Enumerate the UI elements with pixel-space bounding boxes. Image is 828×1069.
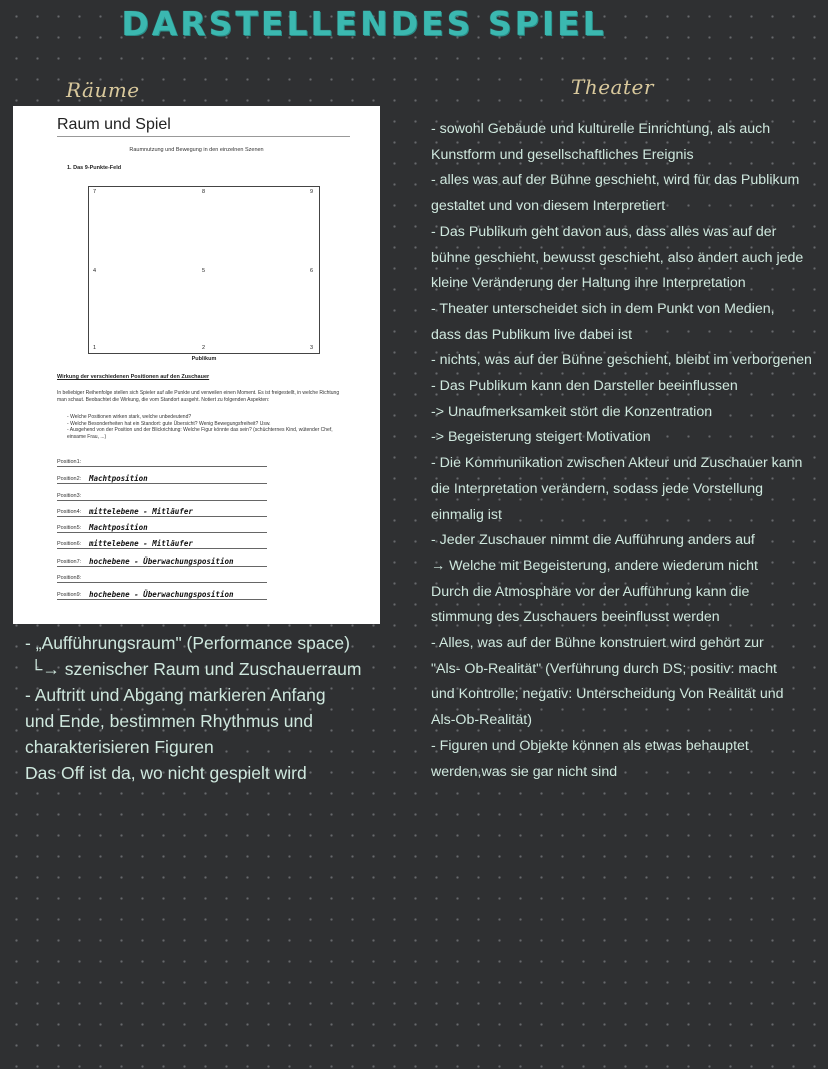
note-line: dass das Publikum live dabei ist: [431, 326, 633, 343]
note-line: - sowohl Gebäude und kulturelle Einrichtung, als auch: [431, 121, 771, 137]
note-line: - Theater unterscheidet sich in dem Punkt von Medien,: [431, 300, 775, 317]
position-label: Position1:: [57, 459, 82, 465]
note-line: - Die Kommunikation zwischen Akteur und Zuschauer kann: [431, 455, 803, 472]
position-row: [57, 472, 267, 484]
worksheet-point-heading: 1. Das 9-Punkte-Feld: [67, 165, 122, 171]
position-value: Machtposition: [89, 523, 148, 532]
note-line: - alles was auf der Bühne geschieht, wird für das Publikum: [431, 172, 800, 189]
grid-number: 5: [202, 268, 206, 274]
aspect-item: - Welche Positionen wirken stark, welche unbedeutend?: [67, 414, 347, 421]
grid-number: 8: [202, 189, 206, 195]
position-label: Position6:: [57, 541, 82, 547]
note-line: Durch die Atmosphäre vor der Aufführung kann die: [431, 583, 750, 600]
grid-number: 1: [93, 345, 97, 351]
note-line: - Das Publikum geht davon aus, dass alles was auf der: [431, 223, 777, 240]
note-line: bühne geschieht, bewusst geschieht, also ändert auch jede: [431, 249, 804, 266]
aspect-item: - Ausgehend von der Position und der Blickrichtung: Welche Figur könnte das sein? (schüchternes Kind, wütender Chef, einsame Frau, ...): [67, 427, 347, 440]
note-line: die Interpretation verändern, sodass jede Vorstellung: [431, 480, 764, 497]
position-label: Position7:: [57, 559, 82, 565]
note-line: "Als- Ob-Realität" (Verführung durch DS; positiv: macht: [431, 660, 777, 677]
note-line: → Welche mit Begeisterung, andere wiederum nicht: [431, 557, 758, 574]
note-line: einmalig ist: [431, 506, 502, 523]
nine-point-field: [88, 186, 320, 354]
theater-notes: [431, 117, 823, 785]
note-line: und Ende, bestimmen Rhythmus und: [25, 711, 313, 731]
note-line: - Auftritt und Abgang markieren Anfang: [25, 685, 326, 705]
position-label: Position5:: [57, 525, 82, 531]
position-value: Machtposition: [89, 474, 148, 483]
position-row: [57, 588, 267, 600]
worksheet-title: Raum und Spiel: [57, 116, 171, 133]
grid-number: 9: [310, 189, 314, 195]
note-line: kleine Veränderung der Haltung ihre Interpretation: [431, 275, 746, 292]
section-heading-theater: Theater: [571, 75, 654, 99]
note-line: - nichts, was auf der Bühne geschieht, bleibt im verborgenen: [431, 352, 812, 369]
position-row: [57, 555, 267, 567]
position-value: hochebene - Überwachungsposition: [89, 557, 234, 566]
position-label: Position3:: [57, 493, 82, 499]
position-label: Position4:: [57, 509, 82, 515]
note-line: und Kontrolle; negativ: Unterscheidung Von Realität und: [431, 686, 784, 703]
worksheet-title-rule: [57, 136, 350, 137]
position-row: [57, 505, 267, 517]
note-line: Kunstform und gesellschaftliches Ereignis: [431, 146, 694, 163]
note-line: └→ szenischer Raum und Zuschauerraum: [30, 659, 362, 679]
note-line: charakterisieren Figuren: [25, 737, 214, 757]
grid-number: 2: [202, 345, 206, 351]
raeume-notes: [25, 630, 362, 786]
worksheet-aspects: [67, 414, 347, 440]
note-line: - Figuren und Objekte können als etwas behauptet: [431, 737, 749, 754]
worksheet-image: [13, 106, 380, 624]
worksheet-intro: In beliebiger Reihenfolge stellen sich Spieler auf alle Punkte und verweilen einen Moment. Es ist freigestellt, in welche Richtung man schaut. Beobachtet die Wirkung, die vom Standort ausgeht. Notiert zu folgenden Aspekten:: [57, 390, 340, 403]
note-line: werden,was sie gar nicht sind: [431, 763, 618, 780]
note-line: gestaltet und von diesem Interpretiert: [431, 198, 666, 215]
note-line: - Jeder Zuschauer nimmt die Aufführung anders auf: [431, 532, 755, 549]
note-line: stimmung des Zuschauers beeinflusst werden: [431, 609, 720, 626]
position-label: Position9:: [57, 592, 82, 598]
position-label: Position2:: [57, 476, 82, 482]
audience-label: Publikum: [191, 356, 217, 362]
grid-number: 3: [310, 345, 314, 351]
position-value: hochebene - Überwachungsposition: [89, 590, 234, 599]
aspect-item: - Welche Besonderheiten hat ein Standort: gute Übersicht? Wenig Bewegungsfreiheit? Usw.: [67, 421, 347, 428]
position-row: [57, 489, 267, 501]
position-row: [57, 455, 267, 467]
position-row: [57, 537, 267, 549]
note-line: - Alles, was auf der Bühne konstruiert wird gehört zur: [431, 635, 764, 652]
position-row: [57, 521, 267, 533]
note-line: -> Unaufmerksamkeit stört die Konzentration: [431, 403, 713, 420]
note-line: Das Off ist da, wo nicht gespielt wird: [25, 763, 307, 783]
section-heading-raeume: Räume: [66, 78, 140, 102]
page-title: DARSTELLENDES SPIEL: [121, 4, 607, 43]
grid-number: 4: [93, 268, 97, 274]
grid-number: 7: [93, 189, 97, 195]
position-label: Position8:: [57, 575, 82, 581]
position-row: [57, 571, 267, 583]
note-line: - „Aufführungsraum" (Performance space): [25, 633, 350, 653]
position-value: mittelebene - Mitläufer: [89, 507, 193, 516]
grid-number: 6: [310, 268, 314, 274]
note-line: -> Begeisterung steigert Motivation: [431, 429, 651, 446]
position-value: mittelebene - Mitläufer: [89, 539, 193, 548]
worksheet-section-title: Wirkung der verschiedenen Positionen auf den Zuschauer: [57, 374, 210, 380]
worksheet-subtitle: Raumnutzung und Bewegung in den einzelnen Szenen: [129, 147, 264, 153]
note-line: Als-Ob-Realität): [431, 712, 532, 729]
note-line: - Das Publikum kann den Darsteller beeinflussen: [431, 378, 738, 395]
